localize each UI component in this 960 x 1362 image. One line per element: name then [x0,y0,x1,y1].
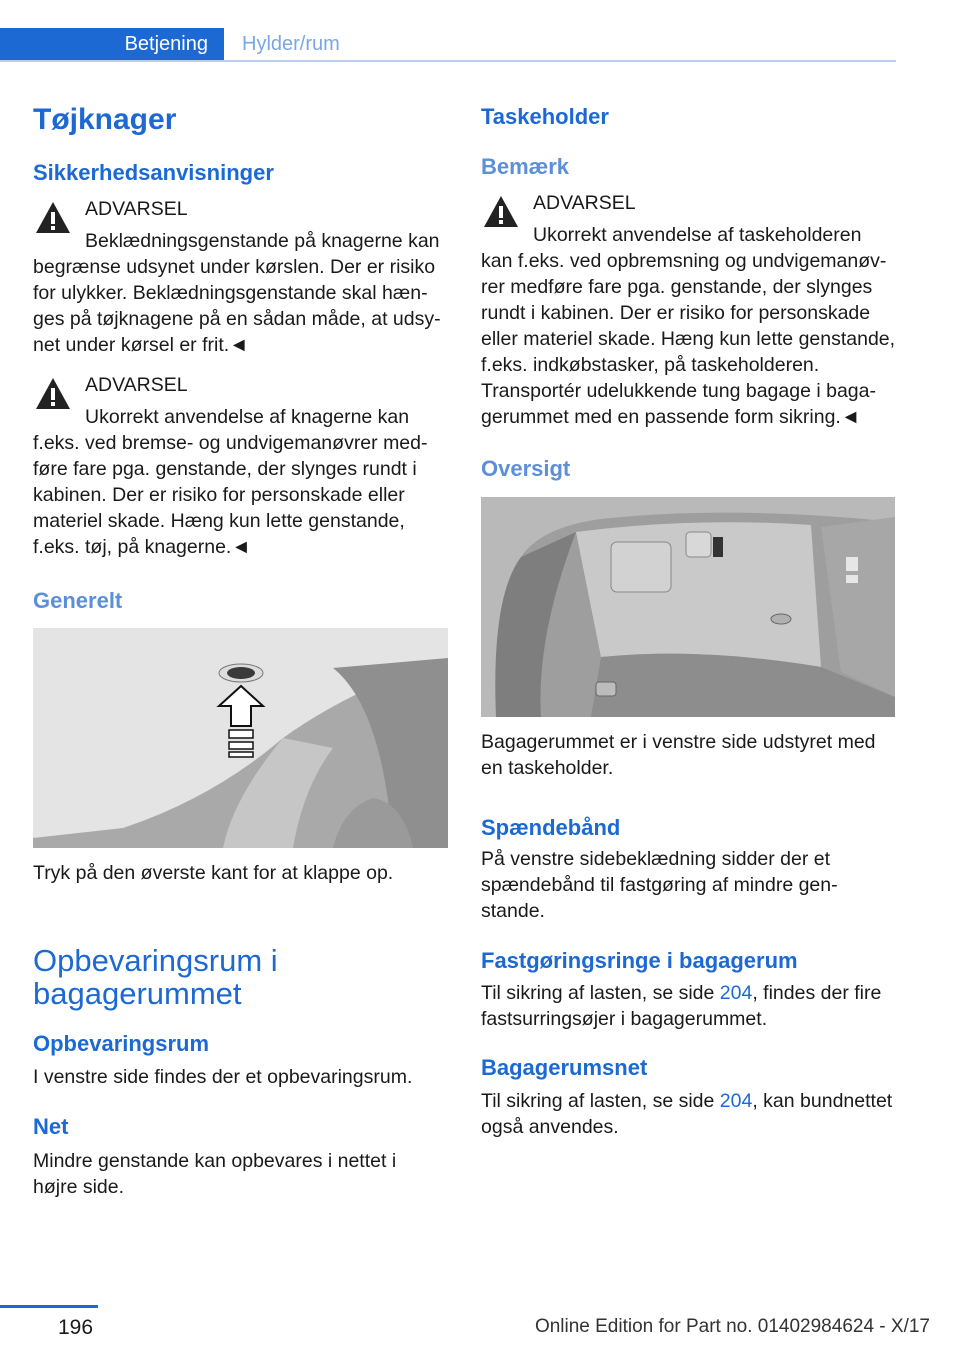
storage-text: I venstre side findes der et opbevaringsrum. [33,1066,413,1088]
edition-text: Online Edition for Part no. 01402984624 - X/17 [534,1316,930,1337]
tab-hylder-rum[interactable]: Hylder/rum [242,32,340,55]
rings-text [481,980,897,1032]
page-number: 196 [58,1316,94,1339]
heading-net: Net [33,1114,69,1139]
overview-text: Bagagerummet er i venstre side udstyret med en taskeholder. [481,731,876,779]
warning-text-first-line: Ukorrekt anvendelse af taskeholderen [533,224,862,246]
warning-text-first-line: Ukorrekt anvendelse af knagerne kan [85,406,410,428]
warning-label: ADVARSEL [85,374,188,396]
heading-oversigt: Oversigt [481,456,571,481]
heading-bagagerumsnet: Bagagerumsnet [481,1055,648,1080]
tab-betjening[interactable]: Betjening [0,28,224,60]
warning-label: ADVARSEL [533,192,636,214]
warning-icon [481,192,521,232]
rings-text-b: , findes der fire fastsurringsøjer i bagagerummet. [481,982,882,1030]
heading-sikkerhedsanvisninger: Sikkerhedsanvisninger [33,160,274,185]
warning-text: f.eks. ved bremse- og undvigemanøvrer medføre fare pga. genstande, der slynges rundt i kabinen. Der er risiko for personskade eller materiel skade. Hæng kun lette genstande, f.eks. tøj, på knagerne.◄ [33,432,428,558]
luggage-net-text [481,1088,897,1140]
coat-hook-image [33,628,448,848]
warning-label: ADVARSEL [85,198,188,220]
heading-generelt: Generelt [33,588,123,613]
warning-icon [33,374,73,414]
section-title-opbevaringsrum: Opbevaringsrum i bagagerummet [33,943,278,1011]
net-text-b: , kan bundnettet også anvendes. [481,1090,893,1138]
trunk-image [481,497,895,717]
page-link-204[interactable]: 204 [719,982,753,1004]
net-text: Mindre genstande kan opbevares i nettet i højre side. [33,1150,397,1198]
warning-block-1 [33,196,449,358]
page-link-204[interactable]: 204 [719,1090,753,1112]
section-title-toejknager: Tøjknager [33,103,177,136]
warning-text-first-line: Beklædningsgenstande på knagerne kan [85,230,440,252]
heading-bemaerk: Bemærk [481,154,570,179]
heading-taskeholder: Taskeholder [481,104,609,129]
general-instruction: Tryk på den øverste kant for at klappe op. [33,862,394,884]
warning-block-2 [33,372,449,560]
heading-spaendebaand: Spændebånd [481,815,621,840]
warning-text: kan f.eks. ved opbremsning og undvigemanøvrer medføre fare pga. genstande, der slynges rundt i kabinen. Der er risiko for personskade eller materiel skade. Hæng kun lette genstande, f.eks. indkøbstasker, på taskeholderen. Transportér udelukkende tung bagage i bagagerummet med en passende form sikring.◄ [481,250,896,428]
strap-text: På venstre sidebeklædning sidder der et spændebånd til fastgøring af mindre genstande. [481,848,838,922]
heading-fastgoeringsringe: Fastgøringsringe i bagagerum [481,948,798,973]
chapter-header [0,28,896,62]
footer-divider [0,1305,98,1308]
warning-block-3 [481,190,897,430]
warning-icon [33,198,73,238]
warning-text: begrænse udsynet under kørslen. Der er risiko for ulykker. Beklædningsgenstande skal hænges på tøjknagene på en sådan måde, at udsynet under kørsel er frit.◄ [33,256,441,356]
net-text-a: Til sikring af lasten, se side [481,1090,720,1112]
rings-text-a: Til sikring af lasten, se side [481,982,720,1004]
header-divider [0,60,896,62]
heading-opbevaringsrum: Opbevaringsrum [33,1031,210,1056]
